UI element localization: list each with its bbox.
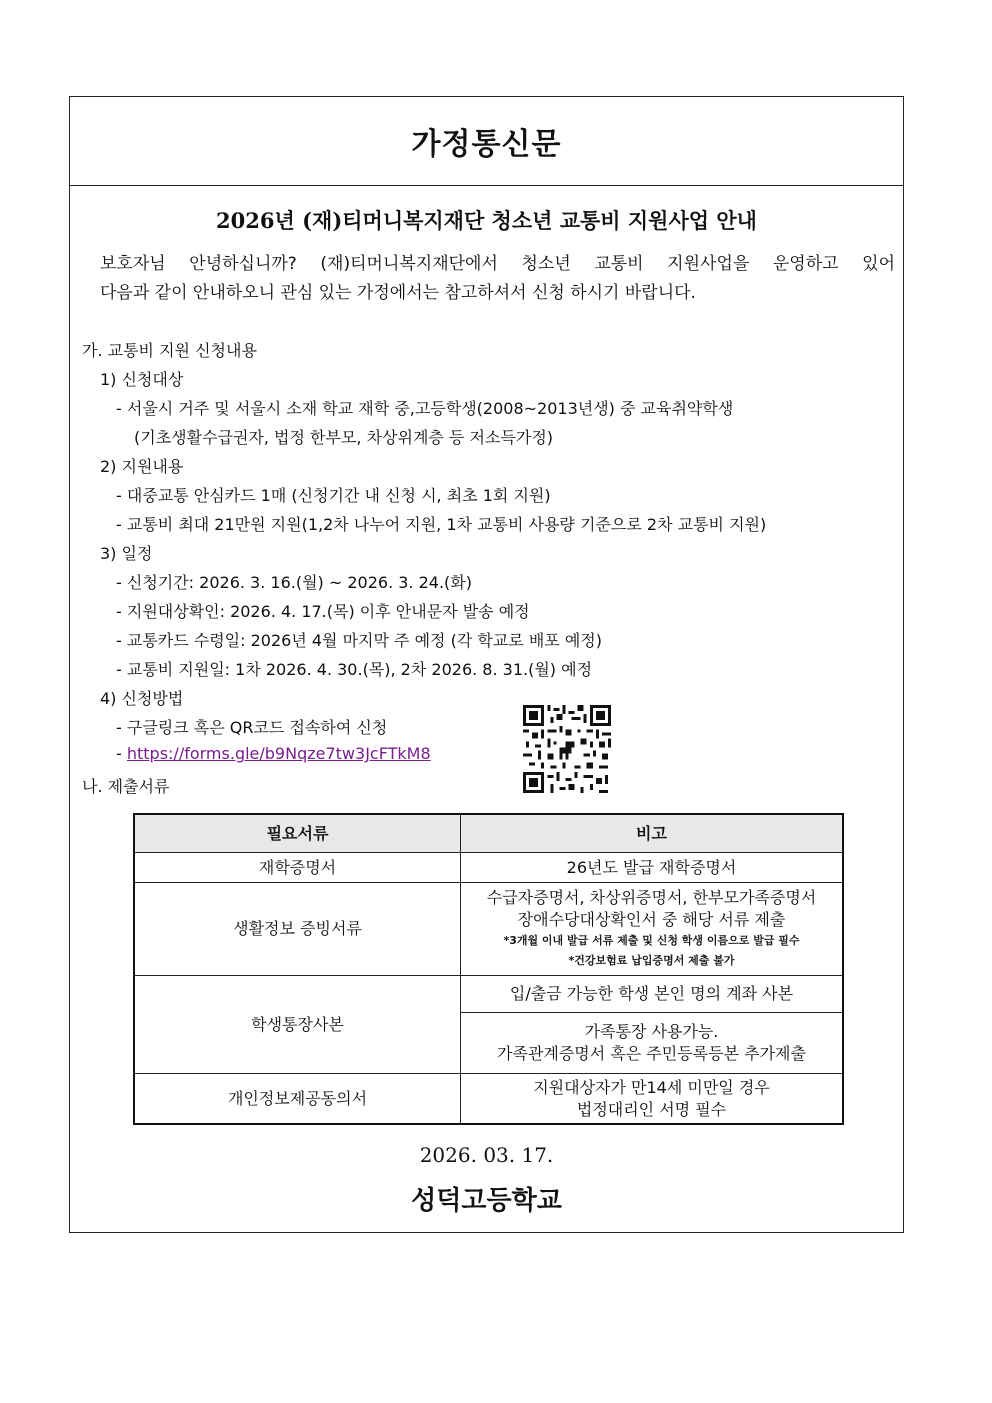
section-na-title: 나. 제출서류 [82,777,170,796]
table-header-docs: 필요서류 [134,814,461,853]
note-line: 장애수당대상확인서 중 해당 서류 제출 [517,910,786,929]
s4-item-1: - 구글링크 혹은 QR코드 접속하여 신청 [116,718,388,737]
google-form-link[interactable]: https://forms.gle/b9Nqze7tw3JcFTkM8 [126,744,431,763]
s4-item-2 [116,744,431,763]
s3-item-2: - 지원대상확인: 2026. 4. 17.(목) 이후 안내문자 발송 예정 [116,602,530,621]
school-name: 성덕고등학교 [411,1186,562,1216]
table-cell-note: 입/출금 가능한 학생 본인 명의 계좌 사본 [461,976,844,1013]
s4-dash: - [116,744,127,763]
notice-subtitle: 2026년 (재)티머니복지재단 청소년 교통비 지원사업 안내 [216,208,757,233]
notice-header [70,97,903,186]
table-cell-doc: 개인정보제공동의서 [134,1074,461,1125]
s3-item-3: - 교통카드 수령일: 2026년 4월 마지막 주 예정 (각 학교로 배포 예정) [116,631,602,650]
s1-item-1b: (기초생활수급권자, 법정 한부모, 차상위계층 등 저소득가정) [134,428,554,447]
s1-item-1: - 서울시 거주 및 서울시 소재 학교 재학 중,고등학생(2008~2013년생) 중 교육취약학생 [116,399,734,418]
issue-date: 2026. 03. 17. [419,1143,554,1167]
note-warning: *건강보험료 납입증명서 제출 불가 [568,954,735,967]
qr-code-icon[interactable] [523,705,611,793]
s2-item-1: - 대중교통 안심카드 1매 (신청기간 내 신청 시, 최초 1회 지원) [116,486,551,505]
table-cell-note [461,883,844,976]
s3-item-4: - 교통비 지원일: 1차 2026. 4. 30.(목), 2차 2026. 8. 31.(월) 예정 [116,660,593,679]
table-row [134,976,843,1013]
table-cell-note [461,1074,844,1125]
note-line: 가족관계증명서 혹은 주민등록등본 추가제출 [497,1044,806,1063]
note-line: 수급자증명서, 차상위증명서, 한부모가족증명서 [486,888,817,907]
table-cell-note [461,1013,844,1074]
table-cell-doc: 재학증명서 [134,853,461,883]
table-cell-doc: 생활정보 증빙서류 [134,883,461,976]
s2-title: 2) 지원내용 [100,457,184,476]
table-row [134,883,843,976]
note-line: 가족통장 사용가능. [584,1022,719,1041]
table-row [134,853,843,883]
s4-title: 4) 신청방법 [100,689,184,708]
table-cell-doc: 학생통장사본 [134,976,461,1074]
section-ga-title: 가. 교통비 지원 신청내용 [82,341,257,360]
s1-title: 1) 신청대상 [100,370,184,389]
table-header-row [134,814,843,853]
intro-line-1: 보호자님 안녕하십니까? (재)티머니복지재단에서 청소년 교통비 지원사업을 운영하고 있어 [100,254,895,274]
note-line: 법정대리인 서명 필수 [576,1099,727,1119]
notice-frame [69,96,904,1233]
table-header-notes: 비고 [461,814,844,853]
intro-line-2: 다음과 같이 안내하오니 관심 있는 가정에서는 참고하셔서 신청 하시기 바랍니다. [100,283,696,303]
s3-title: 3) 일정 [100,544,153,563]
s2-item-2: - 교통비 최대 21만원 지원(1,2차 나누어 지원, 1차 교통비 사용량 기준으로 2차 교통비 지원) [116,515,767,534]
table-cell-note: 26년도 발급 재학증명서 [461,853,844,883]
note-warning: *3개월 이내 발급 서류 제출 및 신청 학생 이름으로 발급 필수 [503,934,800,947]
documents-table [133,813,844,1125]
s3-item-1: - 신청기간: 2026. 3. 16.(월) ~ 2026. 3. 24.(화) [116,573,472,592]
table-row [134,1074,843,1125]
page-title: 가정통신문 [411,127,562,162]
note-line: 지원대상자가 만14세 미만일 경우 [533,1077,770,1097]
